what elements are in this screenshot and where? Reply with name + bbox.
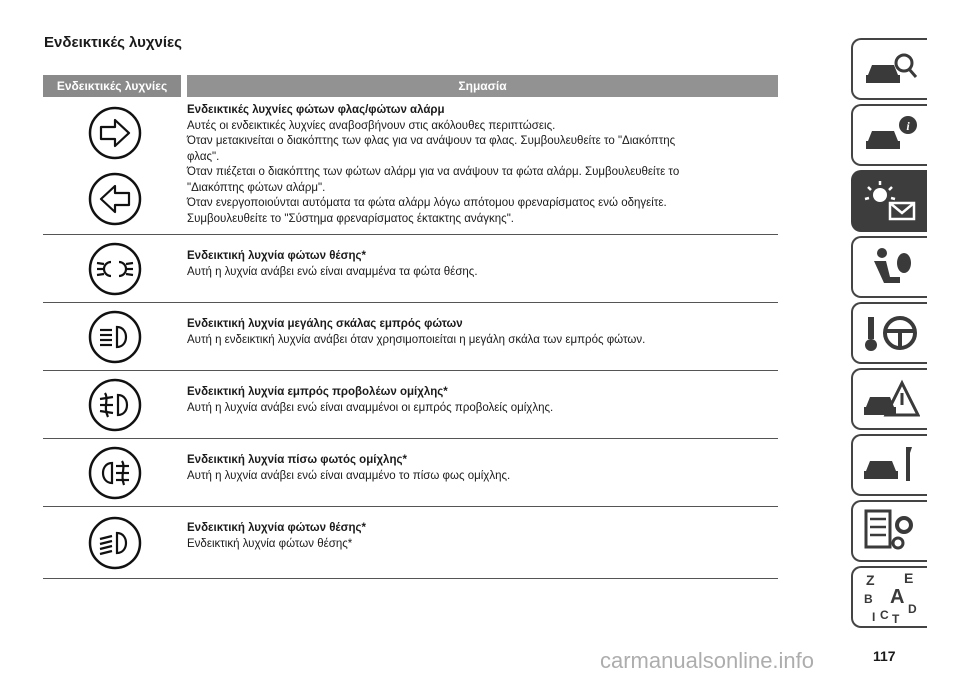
turn-right-signal-icon (87, 105, 143, 161)
row-text: Όταν ενεργοποιούνται αυτόματα τα φώτα αλάρμ λόγω απότομου φρεναρίσματος ενώ οδηγείτε. (187, 197, 667, 209)
low-beam-icon (87, 515, 143, 571)
car-wrench-icon (860, 441, 920, 489)
chapter-tab-seat-airbag[interactable] (851, 236, 927, 298)
row-text: Αυτές οι ενδεικτικές λυχνίες αναβοσβήνουν στις ακόλουθες περιπτώσεις. (187, 119, 556, 132)
car-warning-triangle-icon (860, 375, 920, 423)
row-text: Όταν πιέζεται ο διακόπτης των φώτων αλάρμ για να ανάψουν τα φώτα αλάρμ. Συμβουλευθείτε το (187, 166, 680, 178)
table-row (43, 303, 778, 371)
table-row (43, 97, 778, 235)
index-letter: C (880, 608, 889, 622)
car-search-icon (860, 45, 920, 93)
row-title: Ενδεικτική λυχνία φώτων θέσης* (187, 522, 366, 534)
chapter-tab-specifications[interactable] (851, 500, 927, 562)
index-letter: A (890, 586, 905, 608)
front-fog-light-icon (87, 377, 143, 433)
high-beam-icon (87, 309, 143, 365)
row-text: Όταν μετακινείται ο διακόπτης των φλας για να ανάψουν τα φλας. Συμβουλευθείτε το "Διακόπτης (187, 135, 676, 147)
header-indicators: Ενδεικτικές λυχνίες (43, 75, 181, 97)
index-letter: B (864, 592, 873, 606)
row-title: Ενδεικτική λυχνία μεγάλης σκάλας εμπρός φώτων (187, 318, 463, 330)
header-meaning: Σημασία (187, 75, 778, 97)
chapter-tab-index[interactable] (851, 566, 927, 628)
row-title: Ενδεικτική λυχνία εμπρός προβολέων ομίχλης* (187, 386, 448, 398)
row-text: Συμβουλευθείτε το "Σύστημα φρεναρίσματος έκτακτης ανάγκης". (187, 212, 514, 225)
table-header (43, 75, 778, 97)
page-number: 117 (873, 648, 896, 664)
table-row (43, 439, 778, 507)
row-title: Ενδεικτικές λυχνίες φώτων φλας/φώτων αλάρμ (187, 104, 445, 116)
chapter-tab-key-steering[interactable] (851, 302, 927, 364)
watermark: carmanualsonline.info (600, 648, 815, 673)
chapter-tab-car-info[interactable] (851, 104, 927, 166)
turn-left-signal-icon (87, 171, 143, 227)
alphabet-index-icon (860, 569, 920, 625)
seat-airbag-icon (860, 243, 920, 291)
checklist-gears-icon (860, 507, 920, 555)
row-text: Αυτή η λυχνία ανάβει ενώ είναι αναμμένο το πίσω φως ομίχλης. (187, 469, 511, 482)
chapter-tab-warning-lights[interactable] (851, 170, 927, 232)
row-text: Ενδεικτική λυχνία φώτων θέσης* (187, 537, 353, 550)
row-title: Ενδεικτική λυχνία πίσω φωτός ομίχλης* (187, 454, 407, 466)
row-text: φλας". (187, 150, 220, 163)
key-steering-icon (860, 309, 920, 357)
chapter-tab-car-wrench[interactable] (851, 434, 927, 496)
row-text: Αυτή η λυχνία ανάβει ενώ είναι αναμμένα τα φώτα θέσης. (187, 265, 478, 278)
rear-fog-light-icon (87, 445, 143, 501)
row-title: Ενδεικτική λυχνία φώτων θέσης* (187, 250, 366, 262)
position-lights-icon (87, 241, 143, 297)
chapter-tab-car-search[interactable] (851, 38, 927, 100)
row-text: "Διακόπτης φώτων αλάρμ". (187, 181, 326, 194)
table-row (43, 507, 778, 579)
index-letter: Z (866, 572, 875, 588)
table-row (43, 235, 778, 303)
row-text: Αυτή η λυχνία ανάβει ενώ είναι αναμμένοι οι εμπρός προβολείς ομίχλης. (187, 401, 554, 414)
index-letter: I (872, 610, 876, 624)
svg-text:i: i (906, 119, 910, 133)
index-letter: T (892, 612, 900, 625)
indicator-table (43, 75, 778, 579)
index-letter: D (908, 602, 917, 616)
page-title: Ενδεικτικές λυχνίες (44, 34, 182, 51)
chapter-tab-car-warning[interactable] (851, 368, 927, 430)
car-info-icon (860, 111, 920, 159)
table-row (43, 371, 778, 439)
warning-light-message-icon (860, 177, 920, 225)
row-text: Αυτή η ενδεικτική λυχνία ανάβει όταν χρησιμοποιείται η μεγάλη σκάλα των εμπρός φώτων. (187, 333, 646, 346)
index-letter: E (904, 570, 914, 586)
